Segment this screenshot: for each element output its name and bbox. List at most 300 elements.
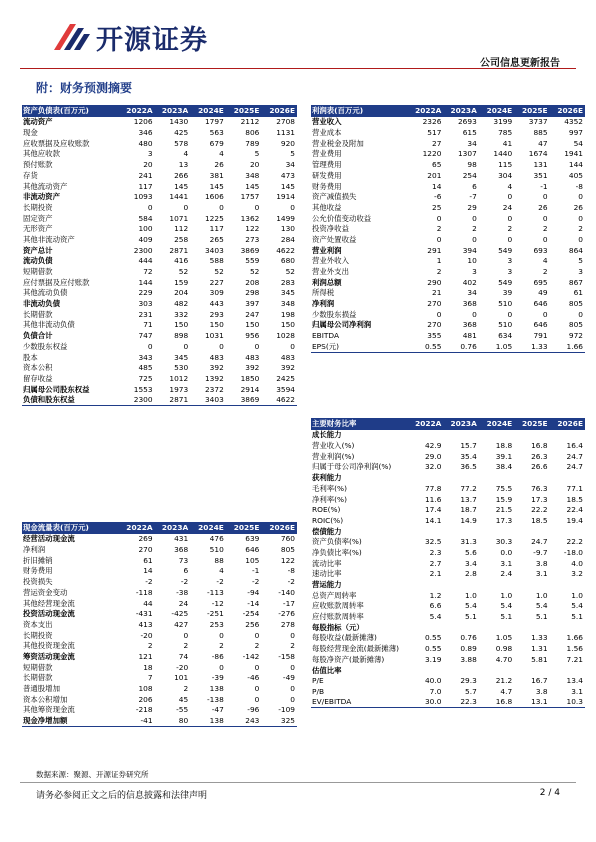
value-cell: 52 <box>178 267 189 277</box>
table-row <box>22 566 297 577</box>
table-row <box>311 516 585 527</box>
value-cell: 131 <box>533 160 548 170</box>
value-cell: 325 <box>261 716 297 727</box>
value-cell: 16.7 <box>531 676 548 686</box>
value-cell: 227 <box>209 277 224 287</box>
table-row <box>311 473 585 484</box>
year-header-cell: 2025E <box>514 105 549 117</box>
year-header-cell: 2024E <box>190 105 226 117</box>
value-cell: 0 <box>219 662 224 672</box>
row-label: 负债和股东权益 <box>22 395 119 406</box>
value-cell: 0 <box>290 694 295 704</box>
year-header-cell: 2025E <box>226 105 262 117</box>
value-cell: 26.3 <box>531 451 548 461</box>
row-label: 其他投资现金流 <box>23 641 75 651</box>
row-label: 留存收益 <box>23 373 53 383</box>
table-row <box>22 684 297 695</box>
value-cell: 1606 <box>204 192 224 202</box>
value-cell: 2.4 <box>500 569 513 579</box>
value-cell: 24.7 <box>531 537 548 547</box>
value-cell: 0.76 <box>460 633 477 643</box>
value-cell: 898 <box>174 331 189 341</box>
value-cell: 0.55 <box>424 644 442 654</box>
table-row <box>22 716 297 727</box>
value-cell: 485 <box>138 363 153 373</box>
value-cell: 20 <box>143 160 153 170</box>
value-cell: 3403 <box>190 395 226 406</box>
row-label: 营业外支出 <box>312 267 349 277</box>
table-row <box>311 341 585 352</box>
value-cell: -55 <box>176 705 189 715</box>
row-label: 其他经营现金流 <box>23 598 75 608</box>
value-cell: 18.8 <box>495 441 513 451</box>
table-row <box>311 505 585 516</box>
value-cell: 760 <box>280 534 295 544</box>
value-cell: 26 <box>214 160 224 170</box>
table-row <box>311 299 585 310</box>
table-row <box>22 694 297 705</box>
value-cell: 39 <box>502 288 513 298</box>
value-cell: 3.1 <box>535 569 548 579</box>
row-label: 管理费用 <box>312 160 342 170</box>
value-cell: 229 <box>138 288 153 298</box>
value-cell: 204 <box>174 288 189 298</box>
value-cell: 725 <box>138 373 153 383</box>
table-row <box>311 590 585 601</box>
value-cell: 38.4 <box>495 462 513 472</box>
value-cell <box>408 580 443 591</box>
value-cell: 0 <box>254 341 260 351</box>
table-row <box>22 374 297 385</box>
table-row <box>311 665 585 676</box>
value-cell: 1440 <box>493 149 513 159</box>
value-cell: 368 <box>462 320 477 330</box>
value-cell: 117 <box>209 224 224 234</box>
value-cell: 805 <box>280 545 295 555</box>
value-cell: 5.6 <box>465 547 477 557</box>
value-cell <box>550 622 585 633</box>
value-cell: 29 <box>467 202 477 212</box>
value-cell: -425 <box>171 609 189 619</box>
year-header-cell: 2024E <box>479 418 514 430</box>
value-cell <box>443 430 478 441</box>
value-cell: 283 <box>280 277 295 287</box>
value-cell: -276 <box>278 609 295 619</box>
value-cell: 14 <box>143 566 153 576</box>
year-header-cell: 2026E <box>550 105 585 117</box>
value-cell: 3.8 <box>535 558 548 568</box>
table-row <box>311 235 585 246</box>
value-cell: 2 <box>542 267 548 277</box>
value-cell: -138 <box>207 694 224 704</box>
table-row <box>22 117 297 128</box>
value-cell: 3 <box>507 267 513 277</box>
value-cell: 0 <box>436 309 442 319</box>
value-cell: -6 <box>434 192 442 202</box>
table-row <box>22 170 297 181</box>
table-row <box>22 128 297 139</box>
table-row <box>22 160 297 171</box>
row-label: 投资净收益 <box>312 224 349 234</box>
value-cell: 634 <box>498 331 513 341</box>
value-cell: 1914 <box>276 192 295 202</box>
value-cell: -142 <box>242 651 260 661</box>
value-cell: 2708 <box>276 117 295 127</box>
value-cell <box>550 430 585 441</box>
value-cell: -86 <box>211 651 224 661</box>
value-cell: 112 <box>174 224 189 234</box>
page-number: 2 / 4 <box>539 788 560 798</box>
table-row <box>311 580 585 591</box>
value-cell: 3.1 <box>500 558 513 568</box>
disclaimer: 请务必参阅正文之后的信息披露和法律声明 <box>36 791 208 801</box>
value-cell: -9.7 <box>533 547 548 557</box>
header-rule <box>20 68 576 69</box>
value-cell: 549 <box>498 277 513 287</box>
value-cell: 3594 <box>276 384 295 394</box>
value-cell: -96 <box>247 705 260 715</box>
value-cell: 5.4 <box>571 601 583 611</box>
value-cell: 44 <box>143 598 153 608</box>
year-header-cell: 2023A <box>443 105 478 117</box>
value-cell: 1093 <box>133 192 153 202</box>
value-cell: 0 <box>290 630 295 640</box>
value-cell: 16.4 <box>566 441 583 451</box>
value-cell: 47 <box>538 138 548 148</box>
table-row <box>22 620 297 631</box>
value-cell: 3 <box>578 267 583 277</box>
value-cell: 425 <box>174 128 189 138</box>
row-label: 公允价值变动收益 <box>312 213 372 223</box>
value-cell: 3.8 <box>535 686 548 696</box>
table-row <box>22 224 297 235</box>
value-cell: 394 <box>462 245 477 255</box>
value-cell: 138 <box>209 684 224 694</box>
value-cell: 578 <box>174 138 189 148</box>
value-cell: 1.33 <box>514 341 549 352</box>
table-row <box>22 630 297 641</box>
value-cell: 17.3 <box>531 494 548 504</box>
table-row <box>311 213 585 224</box>
table-title-cell: 主要财务比率 <box>311 418 408 430</box>
value-cell: -94 <box>247 587 260 597</box>
row-label: 总资产周转率 <box>312 590 357 600</box>
table-row <box>311 331 585 342</box>
value-cell: 0 <box>254 684 260 694</box>
row-label: 非流动负债 <box>23 299 60 309</box>
value-cell: 392 <box>245 363 260 373</box>
value-cell: 0 <box>219 630 224 640</box>
year-header-cell: 2024E <box>190 522 226 534</box>
value-cell: 270 <box>138 545 153 555</box>
table-row <box>311 697 585 708</box>
table-row <box>311 612 585 623</box>
table-row <box>311 203 585 214</box>
row-label: 少数股东损益 <box>312 309 357 319</box>
row-label: 短期借款 <box>23 267 53 277</box>
row-label: 归属母公司净利润 <box>312 320 372 330</box>
value-cell: 0 <box>290 684 295 694</box>
row-label: 存货 <box>23 170 38 180</box>
value-cell: 98 <box>467 160 477 170</box>
value-cell: -158 <box>278 651 295 661</box>
value-cell <box>514 622 549 633</box>
row-label: 其他流动资产 <box>23 181 68 191</box>
value-cell: 122 <box>280 555 295 565</box>
value-cell: 2.1 <box>429 569 442 579</box>
value-cell: 32.5 <box>424 537 442 547</box>
value-cell: 13.1 <box>514 697 549 708</box>
value-cell: 77.2 <box>460 483 477 493</box>
value-cell: 108 <box>138 684 153 694</box>
table-row <box>22 673 297 684</box>
value-cell: 0 <box>183 341 189 351</box>
value-cell <box>550 665 585 676</box>
value-cell: 6 <box>183 566 189 576</box>
row-label: 普通股增加 <box>23 684 60 694</box>
row-label: 毛利率(%) <box>312 483 347 493</box>
row-label: 资产减值损失 <box>312 192 357 202</box>
value-cell: 40.0 <box>424 676 442 686</box>
value-cell: 0 <box>542 309 548 319</box>
table-row <box>22 395 297 406</box>
value-cell: 4 <box>507 181 513 191</box>
value-cell: -8 <box>575 181 583 191</box>
value-cell: 3 <box>507 256 513 266</box>
value-cell: 34 <box>467 138 477 148</box>
value-cell: 25 <box>432 202 442 212</box>
value-cell: -12 <box>211 598 224 608</box>
value-cell <box>479 665 514 676</box>
value-cell <box>479 473 514 484</box>
row-label: 资本支出 <box>23 619 53 629</box>
financial-ratios-table <box>311 418 585 708</box>
value-cell: 16.8 <box>531 441 548 451</box>
value-cell: 2 <box>290 641 295 651</box>
value-cell: 208 <box>245 277 260 287</box>
value-cell: 0 <box>578 234 583 244</box>
table-row <box>22 662 297 673</box>
table-row <box>311 430 585 441</box>
value-cell: 4 <box>219 566 224 576</box>
row-label: 每股收益(最新摊薄) <box>312 633 377 643</box>
value-cell: 3.1 <box>571 686 583 696</box>
table-header-row <box>22 522 297 534</box>
value-cell: 45 <box>178 694 189 704</box>
value-cell: -47 <box>211 705 224 715</box>
table-row <box>311 537 585 548</box>
value-cell: 2425 <box>276 373 295 383</box>
row-label: 营业利润 <box>312 245 342 255</box>
value-cell: 7.21 <box>566 654 583 664</box>
value-cell: 77.1 <box>566 483 583 493</box>
table-row <box>311 483 585 494</box>
value-cell: 243 <box>226 716 262 727</box>
value-cell: 75.5 <box>495 483 513 493</box>
value-cell: 2 <box>219 641 224 651</box>
value-cell: -39 <box>211 673 224 683</box>
value-cell: 1441 <box>169 192 189 202</box>
value-cell: 413 <box>138 619 153 629</box>
value-cell: 14.1 <box>424 515 442 525</box>
row-label: 长期投资 <box>23 202 53 212</box>
value-cell <box>443 665 478 676</box>
value-cell: -49 <box>282 673 295 683</box>
value-cell: 21.5 <box>495 505 513 515</box>
row-label: 营业收入 <box>312 117 342 127</box>
value-cell: 1850 <box>240 373 260 383</box>
table-row <box>311 526 585 537</box>
balance-sheet-table <box>22 105 297 406</box>
table-title-cell: 资产负债表(百万元) <box>22 105 119 117</box>
value-cell: 13.4 <box>566 676 583 686</box>
value-cell: 159 <box>174 277 189 287</box>
row-label: 财务费用 <box>312 181 342 191</box>
row-label: 其他收益 <box>312 202 342 212</box>
value-cell: 150 <box>280 320 295 330</box>
value-cell: 0 <box>219 202 224 212</box>
value-cell <box>408 526 443 537</box>
value-cell: 21.2 <box>495 676 513 686</box>
table-row <box>22 181 297 192</box>
value-cell: 1797 <box>204 117 224 127</box>
table-row <box>311 441 585 452</box>
year-header-cell: 2024E <box>479 105 514 117</box>
value-cell: 0 <box>254 694 260 704</box>
value-cell: 2326 <box>422 117 442 127</box>
row-label: 净利润 <box>23 545 46 555</box>
value-cell: -140 <box>278 587 295 597</box>
value-cell: -38 <box>176 587 189 597</box>
table-row <box>311 192 585 203</box>
value-cell: 4.0 <box>571 558 583 568</box>
value-cell: 444 <box>138 256 153 266</box>
table-row <box>311 117 585 128</box>
value-cell: 273 <box>245 234 260 244</box>
value-cell: 695 <box>533 277 548 287</box>
table-row <box>22 149 297 160</box>
value-cell: 0.55 <box>408 341 443 352</box>
cash-flow-table <box>22 522 297 727</box>
value-cell: 0 <box>254 202 260 212</box>
value-cell: 431 <box>174 534 189 544</box>
value-cell: 747 <box>138 331 153 341</box>
value-cell: 29.3 <box>460 676 477 686</box>
table-row <box>311 633 585 644</box>
value-cell <box>408 473 443 484</box>
value-cell <box>443 580 478 591</box>
value-cell: 483 <box>209 352 224 362</box>
value-cell: 584 <box>138 213 153 223</box>
value-cell: 270 <box>427 320 442 330</box>
value-cell: -17 <box>282 598 295 608</box>
value-cell: 17.3 <box>495 515 513 525</box>
table-row <box>22 705 297 716</box>
row-label: 营业税金及附加 <box>312 138 364 148</box>
value-cell <box>408 622 443 633</box>
table-row <box>311 644 585 655</box>
row-label: 营业费用 <box>312 149 342 159</box>
value-cell: 2.7 <box>429 558 442 568</box>
value-cell: -20 <box>176 662 189 672</box>
value-cell: 7 <box>147 673 153 683</box>
value-cell: 52 <box>214 267 224 277</box>
value-cell: 405 <box>568 170 583 180</box>
value-cell: 402 <box>462 277 477 287</box>
value-cell: 5.4 <box>500 601 513 611</box>
table-row <box>22 587 297 598</box>
value-cell: 563 <box>209 128 224 138</box>
table-header-row <box>311 105 585 117</box>
row-label: 利润总额 <box>312 277 342 287</box>
value-cell: 304 <box>498 170 513 180</box>
value-cell: 54 <box>573 138 583 148</box>
value-cell: 1 <box>436 256 442 266</box>
value-cell: 517 <box>427 128 442 138</box>
table-row <box>311 309 585 320</box>
row-label: 净利润 <box>312 299 335 309</box>
value-cell: 73 <box>178 555 189 565</box>
value-cell: 427 <box>174 619 189 629</box>
row-label: 流动资产 <box>23 117 53 127</box>
row-label: 非流动资产 <box>23 192 60 202</box>
value-cell: 303 <box>138 299 153 309</box>
value-cell: 791 <box>533 331 548 341</box>
value-cell: 31.3 <box>460 537 477 547</box>
row-label: 速动比率 <box>312 569 342 579</box>
value-cell: 0 <box>254 630 260 640</box>
value-cell: 864 <box>568 245 583 255</box>
value-cell: 680 <box>280 256 295 266</box>
value-cell: 34 <box>467 288 477 298</box>
value-cell: 76.3 <box>531 483 548 493</box>
value-cell: 10 <box>467 256 477 266</box>
company-logo <box>50 20 220 54</box>
value-cell: -2 <box>287 577 295 587</box>
value-cell: 0 <box>507 309 513 319</box>
value-cell: 1206 <box>133 117 153 127</box>
value-cell: 1.0 <box>571 590 583 600</box>
row-label: 所得税 <box>312 288 335 298</box>
value-cell: 0 <box>542 192 548 202</box>
section-title: 附：财务预测摘要 <box>36 81 133 95</box>
value-cell: 2871 <box>169 245 189 255</box>
value-cell: 22.2 <box>531 505 548 515</box>
value-cell <box>443 473 478 484</box>
value-cell: 4.7 <box>500 686 513 696</box>
value-cell: 41 <box>502 138 513 148</box>
value-cell: 481 <box>462 331 477 341</box>
value-cell: 348 <box>280 299 295 309</box>
value-cell: 2 <box>472 224 477 234</box>
value-cell: 130 <box>280 224 295 234</box>
value-cell: 36.5 <box>460 462 477 472</box>
value-cell: 0.89 <box>460 644 477 654</box>
value-cell: 1674 <box>528 149 548 159</box>
row-label: 其他非流动负债 <box>23 320 75 330</box>
table-row <box>22 245 297 256</box>
table-row <box>22 277 297 288</box>
table-row <box>22 384 297 395</box>
value-cell: 13.7 <box>460 494 477 504</box>
value-cell: 5.1 <box>571 612 583 622</box>
row-label: 资产总计 <box>23 245 53 255</box>
value-cell: -2 <box>145 577 153 587</box>
value-cell: 1.05 <box>495 633 513 643</box>
value-cell: 101 <box>174 673 189 683</box>
value-cell <box>479 430 514 441</box>
table-row <box>22 609 297 620</box>
